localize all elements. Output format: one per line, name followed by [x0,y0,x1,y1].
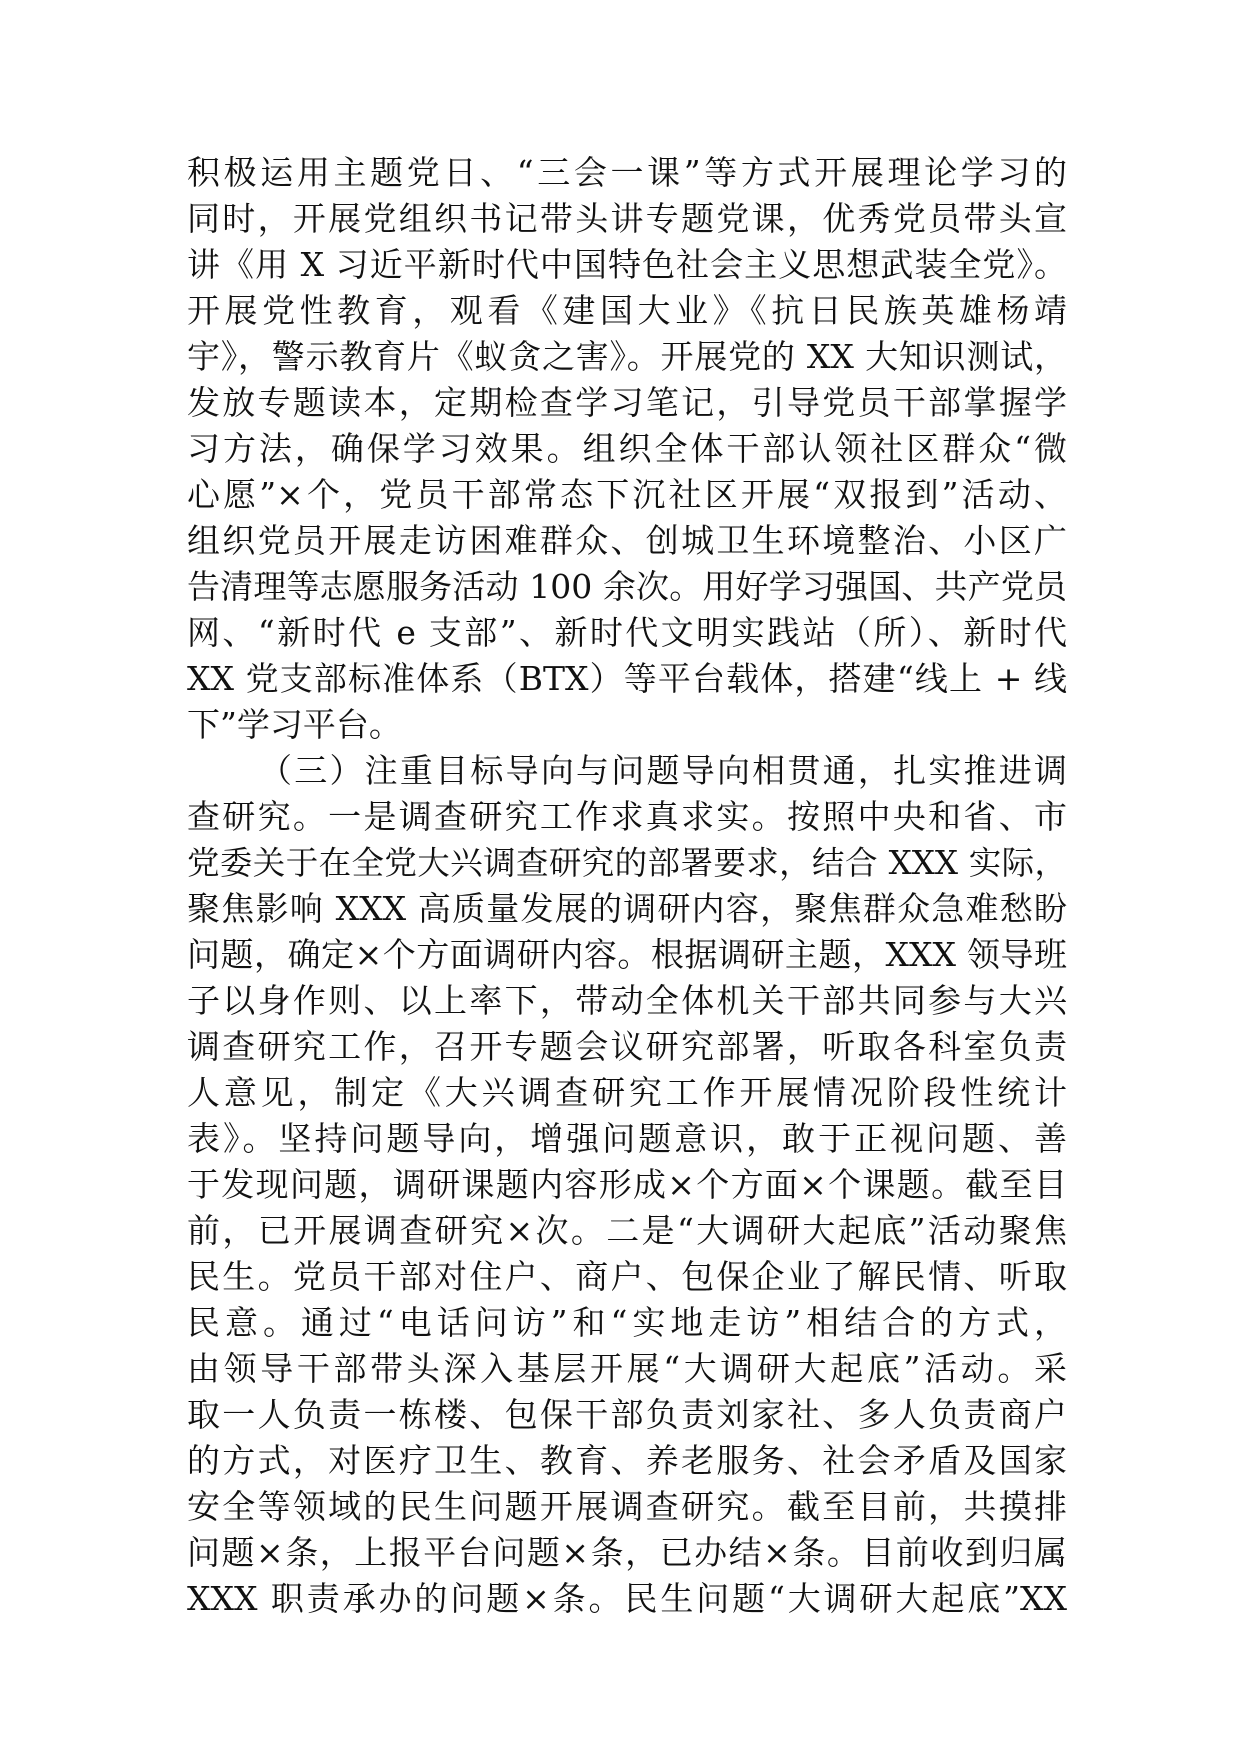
text-line: 查研究。一是调查研究工作求真求实。按照中央和省、市 [187,797,1067,836]
text-line: 调查研究工作，召开专题会议研究部署，听取各科室负责 [187,1027,1067,1066]
text-line: 取一人负责一栋楼、包保干部负责刘家社、多人负责商户 [187,1395,1067,1434]
text-line: 人意见，制定《大兴调查研究工作开展情况阶段性统计 [187,1073,1067,1112]
text-line: 的方式，对医疗卫生、教育、养老服务、社会矛盾及国家 [187,1441,1067,1480]
text-line: 问题×条，上报平台问题×条，已办结×条。目前收到归属 [187,1533,1067,1572]
text-line: 问题，确定×个方面调研内容。根据调研主题，XXX 领导班 [187,935,1067,974]
text-line: 同时，开展党组织书记带头讲专题党课，优秀党员带头宣 [187,199,1067,238]
text-line: 开展党性教育，观看《建国大业》《抗日民族英雄杨靖 [187,291,1067,330]
text-line: 组织党员开展走访困难群众、创城卫生环境整治、小区广 [187,521,1067,560]
text-line: 民意。通过“电话问访”和“实地走访”相结合的方式， [187,1303,1067,1342]
text-line: 讲《用 X 习近平新时代中国特色社会主义思想武装全党》。 [187,245,1067,284]
text-line: 告清理等志愿服务活动 100 余次。用好学习强国、共产党员 [187,567,1067,606]
text-line: 聚焦影响 XXX 高质量发展的调研内容，聚焦群众急难愁盼 [187,889,1067,928]
document-body [187,150,1067,1622]
text-line: 党委关于在全党大兴调查研究的部署要求，结合 XXX 实际， [187,844,1067,882]
text-line: 积极运用主题党日、“三会一课”等方式开展理论学习的 [187,153,1067,192]
text-line: 表》。坚持问题导向，增强问题意识，敢于正视问题、善 [187,1119,1067,1158]
text-line: 由领导干部带头深入基层开展“大调研大起底”活动。采 [187,1349,1067,1388]
text-line: 网、“新时代 e 支部”、新时代文明实践站（所）、新时代 [187,613,1067,652]
text-line: 宇》，警示教育片《蚁贪之害》。开展党的 XX 大知识测试， [187,337,1067,376]
text-line: 于发现问题，调研课题内容形成×个方面×个课题。截至目 [187,1165,1067,1204]
text-line: 民生。党员干部对住户、商户、包保企业了解民情、听取 [187,1257,1067,1296]
text-line: 心愿”×个，党员干部常态下沉社区开展“双报到”活动、 [187,475,1067,514]
text-line: XX 党支部标准体系（BTX）等平台载体，搭建“线上 + 线 [187,659,1067,698]
text-line: XXX 职责承办的问题×条。民生问题“大调研大起底”XX [187,1579,1067,1618]
text-line: （三）注重目标导向与问题导向相贯通，扎实推进调 [259,751,1067,790]
text-line: 下”学习平台。 [187,705,402,744]
text-line: 子以身作则、以上率下，带动全体机关干部共同参与大兴 [187,981,1067,1020]
text-line: 前，已开展调查研究×次。二是“大调研大起底”活动聚焦 [187,1211,1067,1250]
text-line: 习方法，确保学习效果。组织全体干部认领社区群众“微 [187,429,1067,468]
text-line: 发放专题读本，定期检查学习笔记，引导党员干部掌握学 [187,383,1067,422]
text-line: 安全等领域的民生问题开展调查研究。截至目前，共摸排 [187,1487,1067,1526]
